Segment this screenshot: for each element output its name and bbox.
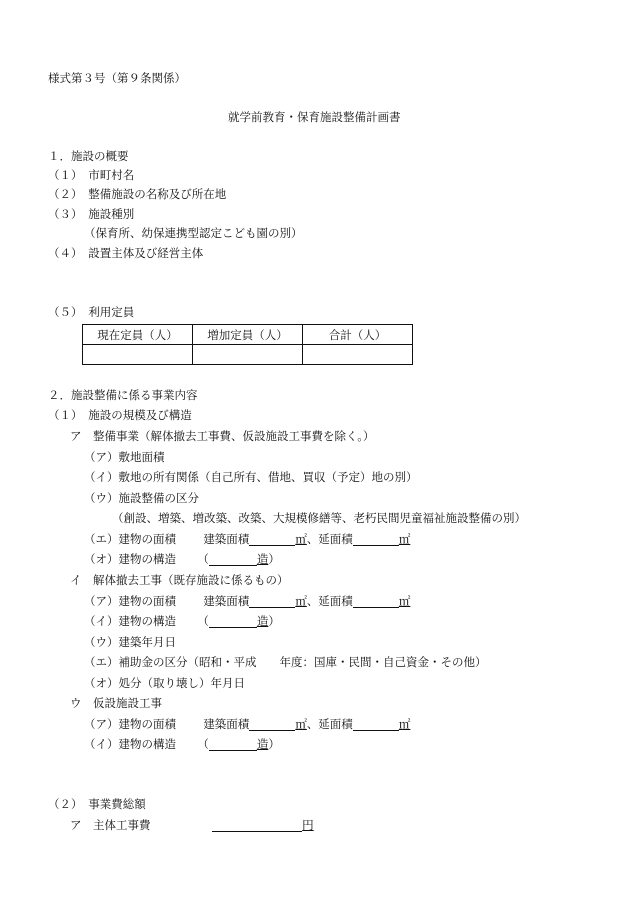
paren-close: ） — [268, 552, 280, 566]
a-building-area-label: （エ）建物の面積 — [84, 532, 176, 546]
b-building-area — [84, 594, 410, 608]
item-municipality: （１） 市町村名 — [48, 168, 135, 182]
sub-a-heading: ア 整備事業（解体撤去工事費、仮設施設工事費を除く。） — [70, 429, 375, 443]
main-construction-cost — [70, 818, 314, 832]
building-area-blank[interactable] — [249, 718, 295, 731]
capacity-header-increase: 増加定員（人） — [193, 325, 303, 345]
document-title: 就学前教育・保育施設整備計画書 — [228, 110, 401, 124]
item-facility-name: （２） 整備施設の名称及び所在地 — [48, 187, 227, 201]
sqm-unit: ㎡ — [398, 717, 411, 731]
paren-close: ） — [268, 737, 280, 751]
sqm-unit: ㎡ — [398, 532, 411, 546]
floor-area-blank[interactable] — [353, 533, 399, 546]
paren-open: （ — [197, 614, 209, 628]
b-build-date: （ウ）建築年月日 — [84, 635, 176, 649]
capacity-table — [82, 324, 413, 365]
a-construction-type-note: （創設、増築、増改築、改築、大規模修繕等、老朽民間児童福祉施設整備の別） — [112, 511, 526, 525]
b-subsidy-type: （エ）補助金の区分（昭和・平成 年度：国庫・民間・自己資金・その他） — [84, 655, 487, 669]
a-construction-type: （ウ）施設整備の区分 — [84, 491, 199, 505]
section-2-heading: ２．施設整備に係る事業内容 — [48, 388, 198, 402]
floor-area-blank[interactable] — [353, 718, 399, 731]
floor-area-label: 、延面積 — [306, 594, 353, 608]
sub-i-heading: イ 解体撤去工事（既存施設に係るもの） — [70, 573, 289, 587]
b-building-structure — [84, 614, 280, 628]
floor-area-label: 、延面積 — [306, 717, 353, 731]
sqm-unit: ㎡ — [295, 594, 307, 608]
item-total-cost: （２） 事業費総額 — [48, 797, 146, 811]
floor-area-blank[interactable] — [353, 595, 399, 608]
a-site-ownership: （イ）敷地の所有関係（自己所有、借地、買収（予定）地の別） — [84, 470, 418, 484]
building-area-label: 建築面積 — [203, 594, 250, 608]
c-building-area-label: （ア）建物の面積 — [84, 717, 176, 731]
capacity-header-row — [83, 325, 413, 345]
sqm-unit: ㎡ — [398, 594, 411, 608]
b-building-structure-label: （イ）建物の構造 — [84, 614, 176, 628]
c-building-area — [84, 717, 410, 731]
capacity-increase-cell[interactable] — [193, 345, 303, 365]
structure-suffix: 造 — [256, 737, 269, 751]
b-disposal-date: （オ）処分（取り壊し）年月日 — [84, 676, 245, 690]
building-area-label: 建築面積 — [203, 717, 250, 731]
main-construction-cost-label: ア 主体工事費 — [70, 818, 151, 832]
building-area-blank[interactable] — [249, 595, 295, 608]
building-area-blank[interactable] — [249, 533, 295, 546]
a-building-area — [84, 532, 410, 546]
structure-suffix: 造 — [256, 552, 269, 566]
facility-type-note: （保育所、幼保連携型認定こども園の別） — [84, 226, 303, 240]
capacity-current-cell[interactable] — [83, 345, 193, 365]
paren-open: （ — [197, 737, 209, 751]
structure-blank[interactable] — [209, 738, 257, 751]
capacity-header-current: 現在定員（人） — [83, 325, 193, 345]
item-operator: （４） 設置主体及び経営主体 — [48, 246, 204, 260]
structure-blank[interactable] — [209, 553, 257, 566]
yen-unit: 円 — [302, 818, 314, 832]
paren-close: ） — [268, 614, 280, 628]
c-building-structure — [84, 737, 280, 751]
sqm-unit: ㎡ — [295, 532, 307, 546]
a-site-area: （ア）敷地面積 — [84, 450, 165, 464]
floor-area-label: 、延面積 — [306, 532, 353, 546]
cost-blank[interactable] — [212, 819, 302, 832]
structure-suffix: 造 — [256, 614, 269, 628]
item-facility-type: （３） 施設種別 — [48, 207, 135, 221]
item-scale-structure: （１） 施設の規模及び構造 — [48, 408, 192, 422]
capacity-value-row — [83, 345, 413, 365]
paren-open: （ — [197, 552, 209, 566]
a-building-structure-label: （オ）建物の構造 — [84, 552, 176, 566]
capacity-total-cell[interactable] — [303, 345, 413, 365]
sqm-unit: ㎡ — [295, 717, 307, 731]
capacity-header-total: 合計（人） — [303, 325, 413, 345]
building-area-label: 建築面積 — [203, 532, 250, 546]
b-building-area-label: （ア）建物の面積 — [84, 594, 176, 608]
form-number: 様式第３号（第９条関係） — [48, 71, 186, 85]
a-building-structure — [84, 552, 280, 566]
sub-u-heading: ウ 仮設施設工事 — [70, 696, 162, 710]
structure-blank[interactable] — [209, 615, 257, 628]
item-capacity: （５） 利用定員 — [48, 305, 135, 319]
section-1-heading: １．施設の概要 — [48, 149, 129, 163]
c-building-structure-label: （イ）建物の構造 — [84, 737, 176, 751]
